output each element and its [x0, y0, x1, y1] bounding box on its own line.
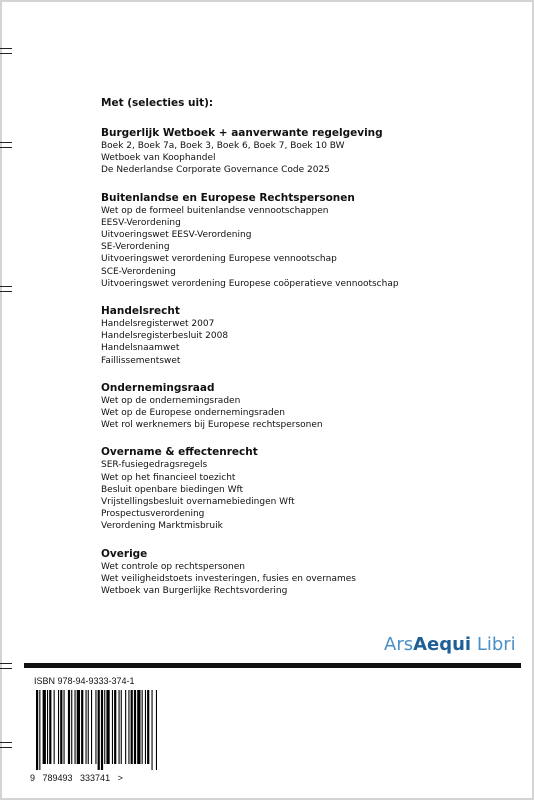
- section-item: Wet op de formeel buitenlandse vennootschappen: [101, 205, 329, 216]
- section-title: Handelsrecht: [101, 305, 180, 318]
- section-title: Ondernemingsraad: [101, 381, 215, 394]
- section-item: Wet veiligheidstoets investeringen, fusies en overnames: [101, 573, 356, 584]
- section-item: Wet rol werknemers bij Europese rechtspersonen: [101, 420, 323, 431]
- section-item: EESV-Verordening: [101, 217, 181, 228]
- section-item: Uitvoeringswet EESV-Verordening: [101, 230, 252, 241]
- section-item: Wetboek van Koophandel: [101, 153, 216, 164]
- section: [101, 305, 501, 367]
- section-item: Handelsnaamwet: [101, 343, 180, 354]
- section-item: SCE-Verordening: [101, 266, 176, 277]
- section-item: Wet op de Europese ondernemingsraden: [101, 408, 286, 419]
- section: [101, 382, 501, 432]
- section-item: Handelsregisterbesluit 2008: [101, 331, 229, 342]
- section-title: Buitenlandse en Europese Rechtspersonen: [101, 191, 355, 204]
- sections-list: [101, 127, 501, 597]
- margin-tick-mark: [0, 48, 12, 54]
- barcode: [34, 690, 184, 770]
- section-title: Overige: [101, 547, 148, 560]
- logo-aequi: Aequi: [413, 634, 472, 655]
- section-item: De Nederlandse Corporate Governance Code 2025: [101, 165, 330, 176]
- section-item: SER-fusiegedragsregels: [101, 460, 208, 471]
- section-item: Handelsregisterwet 2007: [101, 319, 215, 330]
- section: [101, 548, 501, 598]
- section: [101, 192, 501, 290]
- section-title: Burgerlijk Wetboek + aanverwante regelgeving: [101, 127, 383, 139]
- section: [101, 127, 501, 177]
- section-item: Faillissementswet: [101, 355, 181, 366]
- publisher-logo: [384, 634, 516, 656]
- margin-tick-mark: [0, 742, 12, 748]
- section-item: Uitvoeringswet verordening Europese coöperatieve vennootschap: [101, 278, 399, 289]
- barcode-digits: 9 789493 333741 >: [30, 773, 123, 783]
- section-item: Wetboek van Burgerlijke Rechtsvordering: [101, 586, 288, 597]
- section: [101, 446, 501, 532]
- margin-tick-mark: [0, 663, 12, 669]
- section-item: Uitvoeringswet verordening Europese vennootschap: [101, 254, 337, 265]
- section-item: SE-Verordening: [101, 242, 170, 253]
- section-item: Besluit openbare biedingen Wft: [101, 484, 244, 495]
- contents-block: [101, 97, 501, 612]
- section-item: Boek 2, Boek 7a, Boek 3, Boek 6, Boek 7, Boek 10 BW: [101, 141, 345, 151]
- margin-tick-mark: [0, 142, 12, 148]
- section-item: Wet op het financieel toezicht: [101, 472, 236, 483]
- section-item: Vrijstellingsbesluit overnamebiedingen Wft: [101, 497, 295, 508]
- margin-tick-mark: [0, 286, 12, 292]
- logo-libri: Libri: [471, 634, 516, 655]
- section-item: Verordening Marktmisbruik: [101, 521, 223, 532]
- horizontal-rule: [24, 663, 521, 668]
- section-title: Overname & effectenrecht: [101, 446, 258, 459]
- intro-heading: Met (selecties uit):: [101, 97, 214, 109]
- logo-ars: Ars: [384, 634, 414, 655]
- section-item: Wet op de ondernemingsraden: [101, 395, 241, 406]
- section-item: Prospectusverordening: [101, 509, 205, 520]
- section-item: Wet controle op rechtspersonen: [101, 561, 245, 572]
- isbn-label: ISBN 978-94-9333-374-1: [34, 676, 135, 686]
